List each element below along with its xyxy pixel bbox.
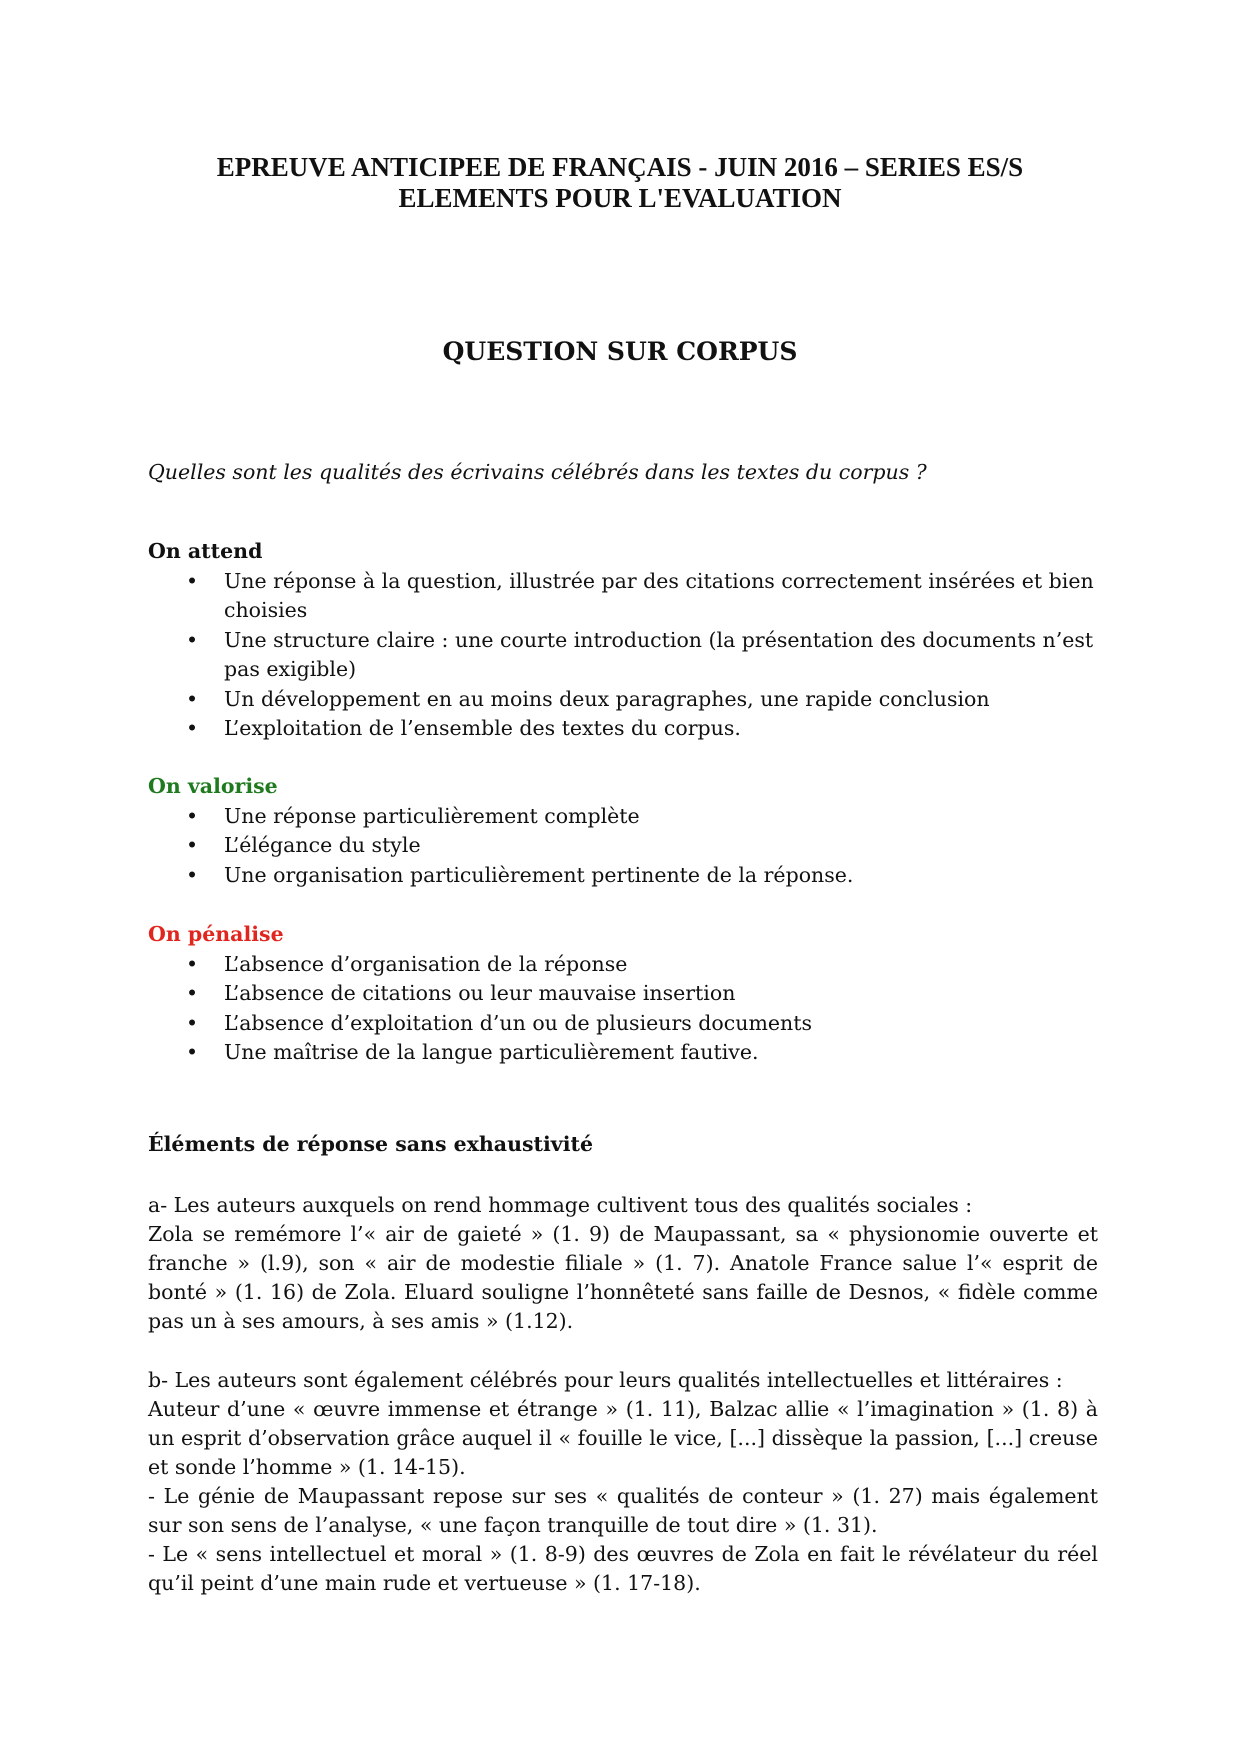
part-a-body: Zola se remémore l’« air de gaieté » (1. 9) de Maupassant, sa « physionomie ouverte et franche » (l.9), son « air de modestie filiale » (1. 7). Anatole France salue l’« esprit de bonté » (1. 16) de Zola. Eluard souligne l’honnêteté sans faille de Desnos, « fidèle comme pas un à ses amours, à ses amis » (1.12). — [148, 1222, 1098, 1333]
bullet-icon: • — [186, 627, 199, 652]
corpus-question: Quelles sont les qualités des écrivains célébrés dans les textes du corpus ? — [148, 460, 927, 484]
header-line-2: ELEMENTS POUR L'EVALUATION — [398, 183, 842, 213]
list-item: • L’élégance du style — [148, 831, 1098, 861]
on-valorise-title: On valorise — [148, 774, 278, 798]
elements-title: Éléments de réponse sans exhaustivité — [148, 1132, 594, 1156]
part-b-paragraph — [148, 1366, 1098, 1598]
document-header — [0, 152, 1240, 214]
bullet-icon: • — [186, 951, 199, 976]
on-attend-section — [148, 537, 1098, 744]
bullet-icon: • — [186, 716, 199, 740]
part-a-paragraph — [148, 1191, 1098, 1336]
bullet-icon: • — [186, 833, 199, 857]
bullet-icon: • — [186, 803, 199, 828]
bullet-icon: • — [186, 981, 199, 1005]
list-item: • Une maîtrise de la langue particulièrement fautive. — [148, 1038, 1098, 1068]
bullet-icon: • — [186, 568, 199, 593]
on-penalise-title: On pénalise — [148, 922, 284, 946]
bullet-icon: • — [186, 1040, 199, 1064]
bullet-icon: • — [186, 1010, 199, 1035]
part-a-intro: a- Les auteurs auxquels on rend hommage cultivent tous des qualités sociales : — [148, 1193, 973, 1217]
on-valorise-section — [148, 772, 1098, 890]
part-b-body-2: - Le génie de Maupassant repose sur ses « qualités de conteur » (1. 27) mais également sur son sens de l’analyse, « une façon tranquille de tout dire » (1. 31). — [148, 1484, 1098, 1537]
on-attend-list — [148, 567, 1098, 744]
on-penalise-list — [148, 950, 1098, 1068]
part-b-body-3: - Le « sens intellectuel et moral » (1. 8-9) des œuvres de Zola en fait le révélateur du réel qu’il peint d’une main rude et vertueuse » (1. 17-18). — [148, 1542, 1098, 1595]
header-line-1: EPREUVE ANTICIPEE DE FRANÇAIS - JUIN 2016 – SERIES ES/S — [216, 152, 1024, 182]
list-item: • L’absence de citations ou leur mauvaise insertion — [148, 979, 1098, 1009]
list-item: • L’absence d’exploitation d’un ou de plusieurs documents — [148, 1009, 1098, 1039]
list-item: • Une réponse particulièrement complète — [148, 802, 1098, 832]
on-attend-title: On attend — [148, 539, 263, 563]
list-item: • Une structure claire : une courte introduction (la présentation des documents n’est pas exigible) — [186, 627, 1094, 681]
part-b-intro: b- Les auteurs sont également célébrés pour leurs qualités intellectuelles et littéraires : — [148, 1368, 1063, 1392]
list-item: • Une réponse à la question, illustrée par des citations correctement insérées et bien choisies — [186, 568, 1094, 622]
on-valorise-list — [148, 802, 1098, 891]
section-title: QUESTION SUR CORPUS — [442, 337, 798, 366]
bullet-icon: • — [186, 686, 199, 711]
list-item: • L’exploitation de l’ensemble des textes du corpus. — [148, 714, 1098, 744]
on-penalise-section — [148, 920, 1098, 1068]
list-item: • Un développement en au moins deux paragraphes, une rapide conclusion — [148, 685, 1098, 715]
list-item: • L’absence d’organisation de la réponse — [148, 950, 1098, 980]
list-item: • Une organisation particulièrement pertinente de la réponse. — [148, 861, 1098, 891]
bullet-icon: • — [186, 862, 199, 887]
part-b-body-1: Auteur d’une « œuvre immense et étrange » (1. 11), Balzac allie « l’imagination » (1. 8) à un esprit d’observation grâce auquel il « fouille le vice, [...] dissèque la passion, [...] creuse et sonde l’homme » (1. 14-15). — [148, 1397, 1098, 1479]
